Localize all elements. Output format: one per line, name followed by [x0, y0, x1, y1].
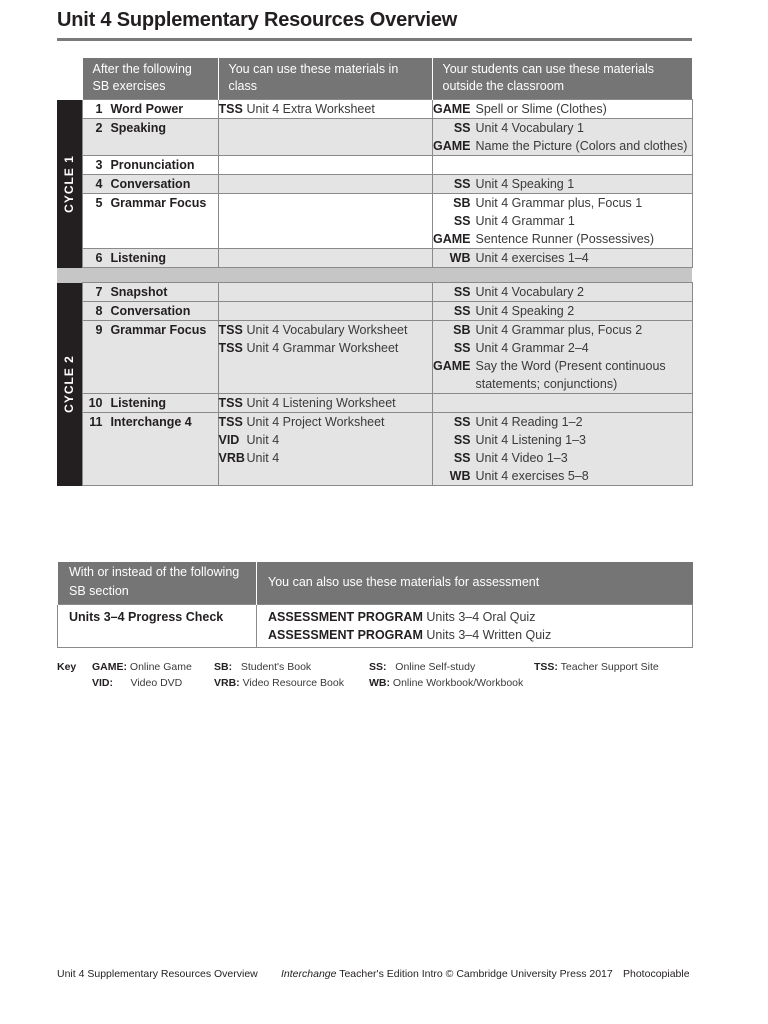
exercise-cell [82, 283, 218, 302]
resource-item [433, 119, 692, 137]
table-row [57, 413, 692, 486]
exercise-number: 7 [95, 285, 103, 299]
in-class-cell [218, 302, 432, 321]
key-label: Key [57, 661, 77, 673]
exercise-name: Grammar Focus [110, 323, 207, 337]
in-class-cell [218, 175, 432, 194]
exercise-number: 10 [88, 396, 103, 410]
key-item [214, 661, 311, 673]
outside-cell [432, 156, 692, 175]
resources-table [57, 58, 693, 486]
exercise-number: 6 [95, 251, 103, 265]
resource-code: WB [449, 469, 471, 483]
resource-item [433, 194, 692, 212]
resource-text: Unit 4 Grammar 1 [475, 214, 575, 228]
header-exercises: After the following SB exercises [82, 58, 218, 100]
key-text: Student's Book [240, 661, 312, 673]
exercise-number: 5 [95, 196, 103, 210]
resource-item [433, 175, 692, 193]
assessment-item [268, 608, 681, 626]
assessment-code: ASSESSMENT PROGRAM [268, 610, 423, 624]
resource-item [433, 212, 692, 230]
resource-code: SS [453, 214, 471, 228]
resource-item [433, 230, 692, 248]
resource-item [433, 467, 692, 485]
outside-cell [432, 283, 692, 302]
exercise-name: Listening [110, 251, 167, 265]
resource-text: Unit 4 Speaking 1 [475, 177, 575, 191]
exercise-cell [82, 302, 218, 321]
resources-table-body [57, 100, 692, 486]
resource-text: Unit 4 Project Worksheet [246, 415, 385, 429]
resource-code: SB [453, 196, 471, 210]
resource-code: SS [453, 451, 471, 465]
outside-cell [432, 394, 692, 413]
resource-code: SS [453, 121, 471, 135]
resource-text: Unit 4 [246, 451, 280, 465]
resource-text: Unit 4 Grammar Worksheet [246, 341, 399, 355]
in-class-cell [218, 194, 432, 249]
resource-item [433, 100, 692, 118]
exercise-name: Conversation [110, 177, 191, 191]
exercise-cell [82, 100, 218, 119]
key-text: Online Self-study [395, 661, 476, 673]
key-text: Online Workbook/Workbook [392, 677, 524, 689]
exercise-cell [82, 413, 218, 486]
exercise-name: Conversation [110, 304, 191, 318]
resource-text: Unit 4 Grammar plus, Focus 2 [475, 323, 643, 337]
resource-item [433, 283, 692, 301]
assessment-text: Units 3–4 Oral Quiz [426, 610, 536, 624]
table-row [57, 194, 692, 249]
resource-code: TSS [218, 341, 243, 355]
header-spacer [57, 58, 82, 100]
resource-code: SS [453, 415, 471, 429]
assessment-header-section: With or instead of the following SB section [58, 562, 257, 605]
assessment-section: Units 3–4 Progress Check [58, 605, 257, 648]
assessment-materials [257, 605, 693, 648]
header-in-class: You can use these materials in class [218, 58, 432, 100]
exercise-name: Word Power [110, 102, 184, 116]
resource-code: GAME [433, 232, 471, 246]
exercise-cell [82, 394, 218, 413]
resource-text: Unit 4 Grammar plus, Focus 1 [475, 196, 643, 210]
resource-item [433, 413, 692, 431]
key-item [369, 677, 523, 689]
resource-item [433, 137, 692, 155]
resource-item [219, 100, 432, 118]
exercise-number: 2 [95, 121, 103, 135]
exercise-number: 9 [95, 323, 103, 337]
resource-item [433, 321, 692, 339]
table-row [57, 283, 692, 302]
exercise-number: 11 [89, 415, 103, 429]
in-class-cell [218, 249, 432, 268]
footer-right: Photocopiable [623, 968, 690, 980]
resource-text: Unit 4 exercises 1–4 [475, 251, 589, 265]
exercise-number: 4 [95, 177, 103, 191]
resource-text: Unit 4 Grammar 2–4 [475, 341, 589, 355]
exercise-cell [82, 119, 218, 156]
cycle-band [57, 100, 82, 268]
in-class-cell [218, 119, 432, 156]
resource-item [433, 339, 692, 357]
assessment-table [57, 562, 693, 648]
exercise-name: Speaking [110, 121, 167, 135]
resource-code: GAME [433, 359, 471, 373]
exercise-name: Interchange 4 [110, 415, 192, 429]
resource-item [219, 449, 432, 467]
resource-item [433, 431, 692, 449]
title-rule [57, 38, 692, 41]
exercise-number: 8 [95, 304, 103, 318]
outside-cell [432, 413, 692, 486]
exercise-name: Listening [110, 396, 167, 410]
cycle-separator-cell [57, 268, 692, 283]
key-item [534, 661, 659, 673]
key-code: SB: [214, 661, 233, 673]
exercise-cell [82, 321, 218, 394]
outside-cell [432, 321, 692, 394]
resource-code: SS [453, 177, 471, 191]
resource-item [433, 449, 692, 467]
table-row [57, 321, 692, 394]
footer-copyright: Teacher's Edition Intro © Cambridge University Press 2017 [339, 968, 613, 980]
in-class-cell [218, 156, 432, 175]
assessment-code: ASSESSMENT PROGRAM [268, 628, 423, 642]
assessment-text: Units 3–4 Written Quiz [426, 628, 552, 642]
resource-code: VRB [218, 451, 245, 465]
key-code: SS: [369, 661, 387, 673]
resource-item [219, 413, 432, 431]
outside-cell [432, 302, 692, 321]
key-text: Teacher Support Site [560, 661, 659, 673]
resource-item [433, 357, 692, 393]
resource-item [219, 321, 432, 339]
key-text: Video Resource Book [242, 677, 344, 689]
resource-item [433, 302, 692, 320]
resource-text: Sentence Runner (Possessives) [475, 232, 655, 246]
resource-text: Unit 4 Vocabulary 1 [475, 121, 584, 135]
resource-code: WB [449, 251, 471, 265]
resource-code: TSS [218, 102, 243, 116]
resource-text: Unit 4 Video 1–3 [475, 451, 568, 465]
footer-brand: Interchange [281, 968, 337, 980]
exercise-name: Grammar Focus [110, 196, 207, 210]
in-class-cell [218, 321, 432, 394]
table-header-row [57, 58, 692, 100]
outside-cell [432, 194, 692, 249]
cycle-label: CYCLE 2 [62, 355, 77, 413]
resource-code: SS [453, 341, 471, 355]
header-outside: Your students can use these materials outside the classroom [432, 58, 692, 100]
footer-center [281, 968, 613, 980]
table-row [57, 156, 692, 175]
resource-text: Unit 4 Extra Worksheet [246, 102, 375, 116]
resource-text: Unit 4 exercises 5–8 [475, 469, 589, 483]
key-code: GAME: [92, 661, 127, 673]
resource-code: TSS [218, 323, 243, 337]
key-code: VRB: [214, 677, 240, 689]
resource-item [433, 249, 692, 267]
table-row [57, 119, 692, 156]
assessment-header-materials: You can also use these materials for assessment [257, 562, 693, 605]
resource-text: Unit 4 Listening 1–3 [475, 433, 586, 447]
resource-code: GAME [433, 139, 471, 153]
assessment-row [58, 605, 693, 648]
exercise-number: 1 [95, 102, 103, 116]
in-class-cell [218, 394, 432, 413]
resource-text: Unit 4 Reading 1–2 [475, 415, 583, 429]
key-code: VID: [92, 677, 113, 689]
exercise-cell [82, 194, 218, 249]
table-row [57, 100, 692, 119]
exercise-cell [82, 156, 218, 175]
outside-cell [432, 100, 692, 119]
in-class-cell [218, 413, 432, 486]
resource-item [219, 339, 432, 357]
resource-code: TSS [218, 396, 243, 410]
page-title: Unit 4 Supplementary Resources Overview [57, 9, 458, 31]
assessment-header-row [58, 562, 693, 605]
outside-cell [432, 249, 692, 268]
key-text: Online Game [129, 661, 192, 673]
exercise-name: Pronunciation [110, 158, 195, 172]
in-class-cell [218, 100, 432, 119]
resource-code: SS [453, 285, 471, 299]
table-row [57, 394, 692, 413]
outside-cell [432, 175, 692, 194]
resource-code: SS [453, 304, 471, 318]
resource-code: SB [453, 323, 471, 337]
table-row [57, 249, 692, 268]
key-item [92, 677, 182, 689]
key-item [92, 661, 192, 673]
resource-text: Unit 4 Listening Worksheet [246, 396, 396, 410]
table-row [57, 302, 692, 321]
exercise-name: Snapshot [110, 285, 168, 299]
key-item [214, 677, 344, 689]
resource-text: Unit 4 Speaking 2 [475, 304, 575, 318]
resource-text: Unit 4 Vocabulary Worksheet [246, 323, 408, 337]
resource-item [219, 394, 432, 412]
resource-text: Name the Picture (Colors and clothes) [475, 139, 688, 153]
table-row [57, 175, 692, 194]
in-class-cell [218, 283, 432, 302]
resource-code: GAME [433, 102, 471, 116]
key-code: WB: [369, 677, 390, 689]
exercise-cell [82, 249, 218, 268]
resource-text: Unit 4 Vocabulary 2 [475, 285, 584, 299]
key-item [369, 661, 475, 673]
resource-text: Unit 4 [246, 433, 280, 447]
key-code: TSS: [534, 661, 558, 673]
cycle-band [57, 283, 82, 486]
key-text: Video DVD [130, 677, 183, 689]
assessment-item [268, 626, 681, 644]
resource-code: TSS [218, 415, 243, 429]
outside-cell [432, 119, 692, 156]
exercise-cell [82, 175, 218, 194]
resource-code: VID [218, 433, 240, 447]
resource-item [219, 431, 432, 449]
cycle-label: CYCLE 1 [62, 154, 77, 213]
resource-code: SS [453, 433, 471, 447]
exercise-number: 3 [95, 158, 103, 172]
cycle-separator [57, 268, 692, 283]
resource-text: Say the Word (Present continuous statements; conjunctions) [475, 359, 666, 391]
footer-left: Unit 4 Supplementary Resources Overview [57, 968, 258, 980]
resource-text: Spell or Slime (Clothes) [475, 102, 607, 116]
